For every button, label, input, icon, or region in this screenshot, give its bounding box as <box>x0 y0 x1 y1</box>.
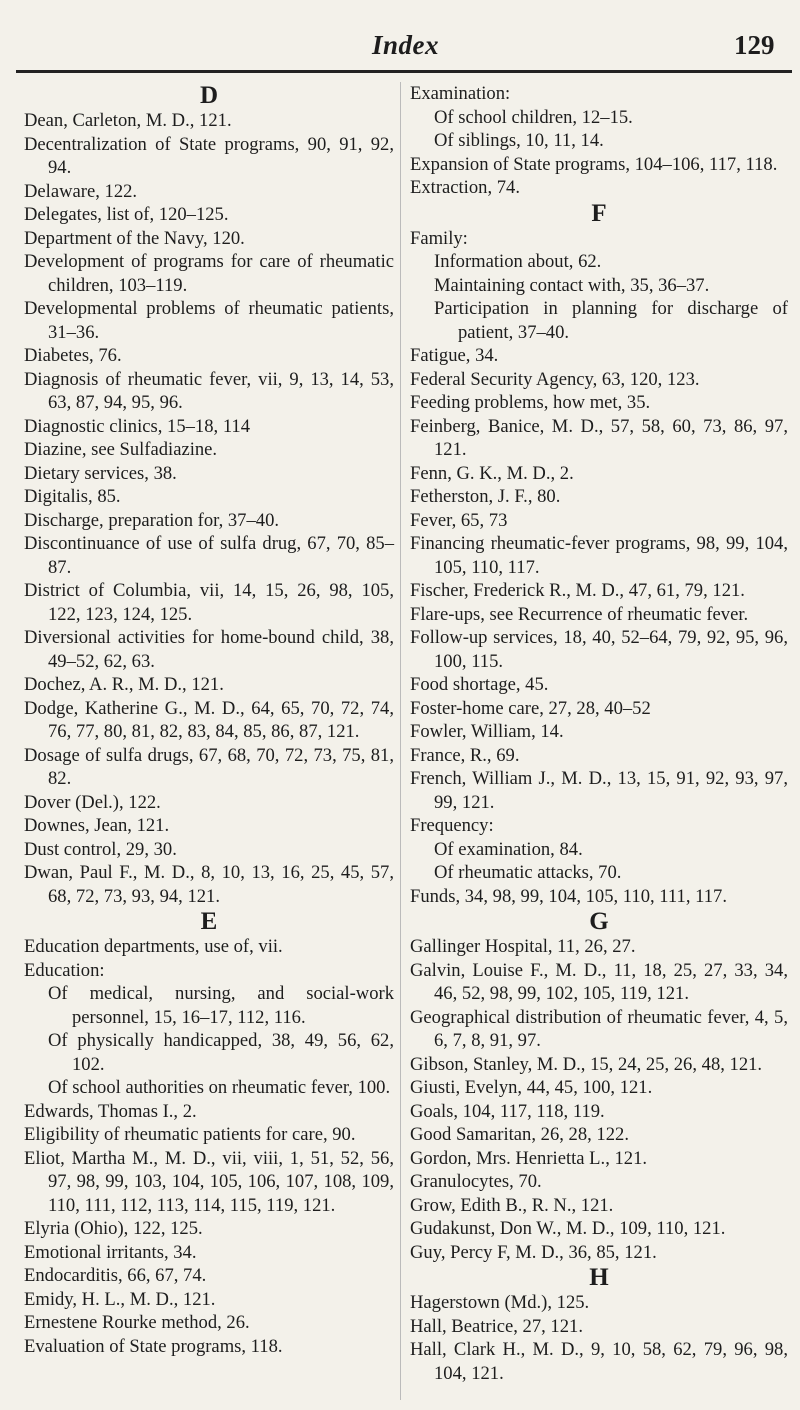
index-entry: Expansion of State programs, 104–106, 117, 118. <box>410 153 778 175</box>
index-entry: Discharge, preparation for, 37–40. <box>24 509 280 531</box>
index-entry: Granulocytes, 70. <box>410 1171 542 1192</box>
index-entry: Dover (Del.), 122. <box>24 791 161 813</box>
index-entry: Dwan, Paul F., M. D., 8, 10, 13, 16, 25, 45, 57, 68, 72, 73, 93, 94, 121. <box>24 862 394 907</box>
index-entry: Gordon, Mrs. Henrietta L., 121. <box>410 1147 648 1169</box>
page-number: 129 <box>734 30 775 60</box>
index-entry: Emotional irritants, 34. <box>24 1241 197 1263</box>
index-entry: Development of programs for care of rheumatic children, 103–119. <box>24 251 394 296</box>
index-entry: Diagnostic clinics, 15–18, 114 <box>24 415 251 437</box>
index-entry: French, William J., M. D., 13, 15, 91, 92, 93, 97, 99, 121. <box>410 768 788 813</box>
running-title: Index <box>372 30 440 60</box>
index-entry: Hagerstown (Md.), 125. <box>410 1292 590 1313</box>
index-entry: Frequency: <box>410 815 494 836</box>
index-subentry: Maintaining contact with, 35, 36–37. <box>434 274 710 296</box>
index-entry: Feinberg, Banice, M. D., 57, 58, 60, 73, 86, 97, 121. <box>410 415 788 460</box>
section-letter: H <box>589 1264 609 1291</box>
index-entry: Eligibility of rheumatic patients for care, 90. <box>24 1124 356 1145</box>
index-subentry: Participation in planning for discharge of patient, 37–40. <box>434 298 788 343</box>
index-entry: Giusti, Evelyn, 44, 45, 100, 121. <box>410 1077 653 1098</box>
index-subentry: Of school children, 12–15. <box>434 106 633 128</box>
index-entry: Hall, Beatrice, 27, 121. <box>410 1315 583 1337</box>
index-entry: Dochez, A. R., M. D., 121. <box>24 674 224 695</box>
index-entry: Diabetes, 76. <box>24 345 122 366</box>
index-entry: Extraction, 74. <box>410 177 520 198</box>
index-subentry: Of medical, nursing, and social-work personnel, 15, 16–17, 112, 116. <box>48 983 394 1028</box>
index-entry: Gudakunst, Don W., M. D., 109, 110, 121. <box>410 1218 726 1239</box>
header-rule <box>16 70 792 73</box>
index-entry: Elyria (Ohio), 122, 125. <box>24 1218 203 1239</box>
index-entry: Feeding problems, how met, 35. <box>410 392 651 413</box>
index-entry: Delaware, 122. <box>24 180 138 202</box>
index-entry: Diversional activities for home-bound child, 38, 49–52, 62, 63. <box>24 627 394 672</box>
index-entry: Family: <box>410 227 468 249</box>
index-entry: Discontinuance of use of sulfa drug, 67, 70, 85–87. <box>24 533 394 578</box>
index-entry: Federal Security Agency, 63, 120, 123. <box>410 368 700 390</box>
index-entry: Dosage of sulfa drugs, 67, 68, 70, 72, 73, 75, 81, 82. <box>24 744 394 789</box>
page-header <box>0 0 800 70</box>
index-entry: Fever, 65, 73 <box>410 509 508 531</box>
index-entry: Evaluation of State programs, 118. <box>24 1335 283 1357</box>
index-entry: Fetherston, J. F., 80. <box>410 486 561 507</box>
index-entry: Flare-ups, see Recurrence of rheumatic fever. <box>410 603 749 625</box>
index-subentry: Of examination, 84. <box>434 838 583 860</box>
index-entry: Fenn, G. K., M. D., 2. <box>410 462 574 484</box>
index-entry: Education: <box>24 959 105 981</box>
index-entry: District of Columbia, vii, 14, 15, 26, 98, 105, 122, 123, 124, 125. <box>24 580 394 625</box>
index-entry: Edwards, Thomas I., 2. <box>24 1100 197 1122</box>
index-entry: Gallinger Hospital, 11, 26, 27. <box>410 936 636 957</box>
index-entry: Hall, Clark H., M. D., 9, 10, 58, 62, 79, 96, 98, 104, 121. <box>410 1339 788 1384</box>
index-subentry: Of physically handicapped, 38, 49, 56, 62, 102. <box>48 1030 394 1075</box>
index-entry: Emidy, H. L., M. D., 121. <box>24 1288 216 1310</box>
index-entry: France, R., 69. <box>410 744 520 766</box>
index-entry: Examination: <box>410 83 511 104</box>
index-entry: Developmental problems of rheumatic patients, 31–36. <box>24 298 394 343</box>
index-entry: Fischer, Frederick R., M. D., 47, 61, 79, 121. <box>410 580 745 601</box>
index-subentry: Of siblings, 10, 11, 14. <box>434 130 604 151</box>
index-entry: Delegates, list of, 120–125. <box>24 204 229 225</box>
column-divider <box>400 82 401 1400</box>
index-entry: Food shortage, 45. <box>410 674 549 695</box>
index-entry: Good Samaritan, 26, 28, 122. <box>410 1124 629 1145</box>
index-entry: Endocarditis, 66, 67, 74. <box>24 1265 207 1286</box>
index-entry: Geographical distribution of rheumatic fever, 4, 5, 6, 7, 8, 91, 97. <box>410 1006 788 1051</box>
index-entry: Diazine, see Sulfadiazine. <box>24 439 218 460</box>
section-letter: D <box>199 82 219 109</box>
index-entry: Follow-up services, 18, 40, 52–64, 79, 92, 95, 96, 100, 115. <box>410 627 788 672</box>
index-entry: Guy, Percy F, M. D., 36, 85, 121. <box>410 1241 657 1263</box>
index-entry: Gibson, Stanley, M. D., 15, 24, 25, 26, 48, 121. <box>410 1053 763 1075</box>
index-entry: Fatigue, 34. <box>410 345 499 366</box>
index-entry: Decentralization of State programs, 90, 91, 92, 94. <box>24 133 394 178</box>
index-column-right <box>410 82 788 1410</box>
section-letter: F <box>591 199 607 227</box>
index-entry: Financing rheumatic-fever programs, 98, 99, 104, 105, 110, 117. <box>410 533 788 578</box>
index-entry: Grow, Edith B., R. N., 121. <box>410 1194 614 1216</box>
index-entry: Dust control, 29, 30. <box>24 838 177 860</box>
index-entry: Foster-home care, 27, 28, 40–52 <box>410 697 651 719</box>
index-entry: Diagnosis of rheumatic fever, vii, 9, 13, 14, 53, 63, 87, 94, 95, 96. <box>24 368 394 413</box>
section-letter: E <box>200 908 218 935</box>
index-subentry: Of school authorities on rheumatic fever, 100. <box>48 1077 391 1098</box>
index-entry: Department of the Navy, 120. <box>24 227 245 249</box>
index-entry: Dodge, Katherine G., M. D., 64, 65, 70, 72, 74, 76, 77, 80, 81, 82, 83, 84, 85, 86, 87, 121. <box>24 697 394 742</box>
index-entry: Education departments, use of, vii. <box>24 936 283 957</box>
index-entry: Fowler, William, 14. <box>410 721 564 742</box>
index-entry: Digitalis, 85. <box>24 486 121 507</box>
index-column-left <box>24 82 394 1410</box>
section-letter: G <box>589 908 609 935</box>
index-entry: Eliot, Martha M., M. D., vii, viii, 1, 51, 52, 56, 97, 98, 99, 103, 104, 105, 106, 107, 108, 109, 110, 111, 112, 113, 114, 115, 119, 121. <box>24 1147 394 1216</box>
index-subentry: Of rheumatic attacks, 70. <box>434 862 622 883</box>
index-entry: Goals, 104, 117, 118, 119. <box>410 1100 605 1122</box>
index-entry: Galvin, Louise F., M. D., 11, 18, 25, 27, 33, 34, 46, 52, 98, 99, 102, 105, 119, 121. <box>410 959 788 1004</box>
index-subentry: Information about, 62. <box>434 251 602 272</box>
index-entry: Downes, Jean, 121. <box>24 815 170 836</box>
index-entry: Dean, Carleton, M. D., 121. <box>24 110 232 131</box>
index-entry: Dietary services, 38. <box>24 462 177 484</box>
index-entry: Funds, 34, 98, 99, 104, 105, 110, 111, 117. <box>410 885 727 907</box>
index-entry: Ernestene Rourke method, 26. <box>24 1312 250 1333</box>
